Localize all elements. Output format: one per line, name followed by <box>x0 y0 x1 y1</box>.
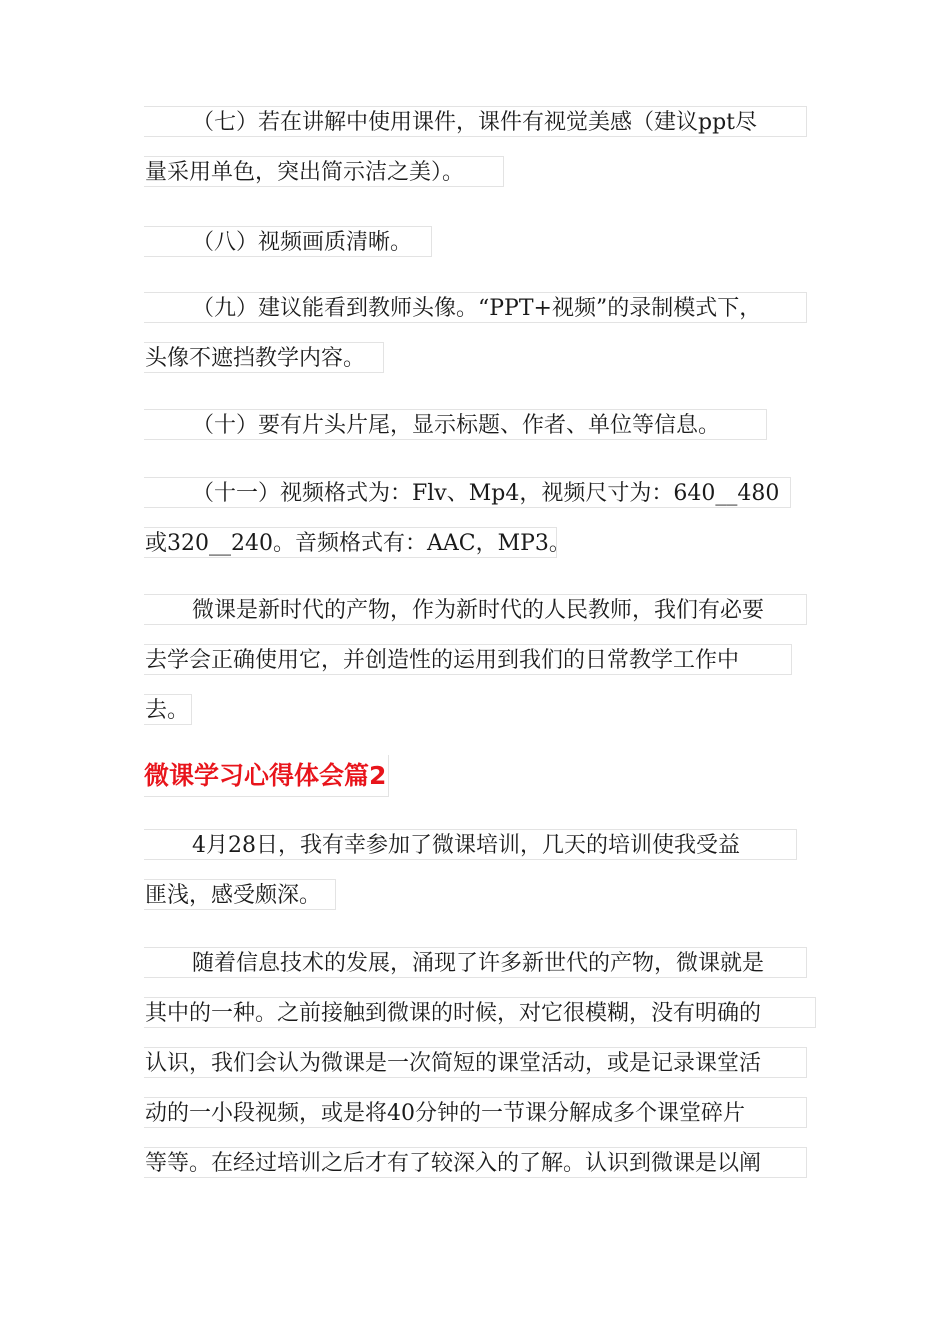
paragraph-line: 头像不遮挡教学内容。 <box>144 342 384 373</box>
paragraph-line: 随着信息技术的发展，涌现了许多新世代的产物，微课就是 <box>144 947 807 978</box>
paragraph-line: （八）视频画质清晰。 <box>144 226 432 257</box>
paragraph-line: 认识，我们会认为微课是一次简短的课堂活动，或是记录课堂活 <box>144 1047 807 1078</box>
paragraph-line: 其中的一种。之前接触到微课的时候，对它很模糊，没有明确的 <box>144 997 816 1028</box>
paragraph-line: 去。 <box>144 694 192 725</box>
paragraph-line: 去学会正确使用它，并创造性的运用到我们的日常教学工作中 <box>144 644 792 675</box>
paragraph-line: 微课是新时代的产物，作为新时代的人民教师，我们有必要 <box>144 594 807 625</box>
paragraph-line: 动的一小段视频，或是将40分钟的一节课分解成多个课堂碎片 <box>144 1097 807 1128</box>
paragraph-line: 量采用单色，突出简示洁之美）。 <box>144 156 504 187</box>
section-heading: 微课学习心得体会篇2 <box>144 755 389 797</box>
paragraph-line: （七）若在讲解中使用课件，课件有视觉美感（建议ppt尽 <box>144 106 807 137</box>
paragraph-line: 等等。在经过培训之后才有了较深入的了解。认识到微课是以阐 <box>144 1147 807 1178</box>
paragraph-line: （十一）视频格式为：Flv、Mp4，视频尺寸为：640__480 <box>144 477 791 508</box>
paragraph-line: （九）建议能看到教师头像。“PPT+视频”的录制模式下， <box>144 292 807 323</box>
paragraph-line: 4月28日，我有幸参加了微课培训，几天的培训使我受益 <box>144 829 797 860</box>
paragraph-line: 或320__240。音频格式有：AAC，MP3。 <box>144 527 557 558</box>
paragraph-line: 匪浅，感受颇深。 <box>144 879 336 910</box>
paragraph-line: （十）要有片头片尾，显示标题、作者、单位等信息。 <box>144 409 767 440</box>
